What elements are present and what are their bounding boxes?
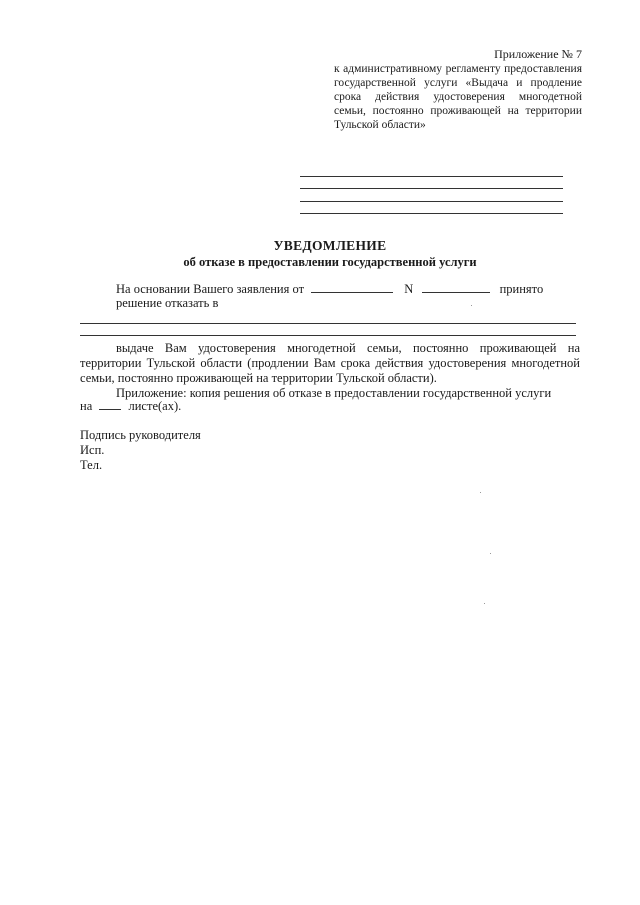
address-line <box>300 201 563 202</box>
notice-title: УВЕДОМЛЕНИЕ <box>273 238 387 253</box>
blank-line <box>80 323 576 324</box>
notice-heading <box>80 238 580 270</box>
annex-number: Приложение № 7 <box>494 47 582 61</box>
blank-line <box>80 335 576 336</box>
attachment-paragraph: Приложение: копия решения об отказе в предоставлении государственной услуги <box>116 386 552 400</box>
notice-subtitle: об отказе в предоставлении государственной услуги <box>183 255 477 269</box>
annex-text: к административному регламенту предоставления государственной услуги «Выдача и продление срока действия удостоверения многодетной семьи, постоянно проживающей на территории Тульской области» <box>334 63 582 131</box>
accepted-text: принято <box>499 282 544 296</box>
sheets-label: листе(ах). <box>128 399 182 413</box>
signature-label: Подпись руководителя <box>80 428 201 442</box>
address-line <box>300 188 563 189</box>
scan-speck <box>484 603 485 604</box>
number-sign: N <box>404 282 414 296</box>
scan-speck <box>480 492 481 493</box>
executor-label: Исп. <box>80 443 105 457</box>
sheets-line <box>80 399 380 414</box>
number-blank <box>422 282 490 293</box>
scan-speck <box>490 553 491 554</box>
on-label: на <box>80 399 93 413</box>
sheets-blank <box>99 399 121 410</box>
annex-block <box>334 47 582 132</box>
date-blank <box>311 282 393 293</box>
phone-label: Тел. <box>80 458 103 472</box>
basis-line <box>80 282 580 297</box>
scan-speck <box>471 305 472 306</box>
issue-paragraph: выдаче Вам удостоверения многодетной семьи, постоянно проживающей на территории Тульской области (продлении Вам срока действия удостоверения многодетной семьи, постоянно проживающей на территории Тульской области). <box>80 341 580 385</box>
address-line <box>300 213 563 214</box>
basis-text: На основании Вашего заявления от <box>116 282 305 296</box>
address-line <box>300 176 563 177</box>
decision-text: решение отказать в <box>116 296 219 310</box>
